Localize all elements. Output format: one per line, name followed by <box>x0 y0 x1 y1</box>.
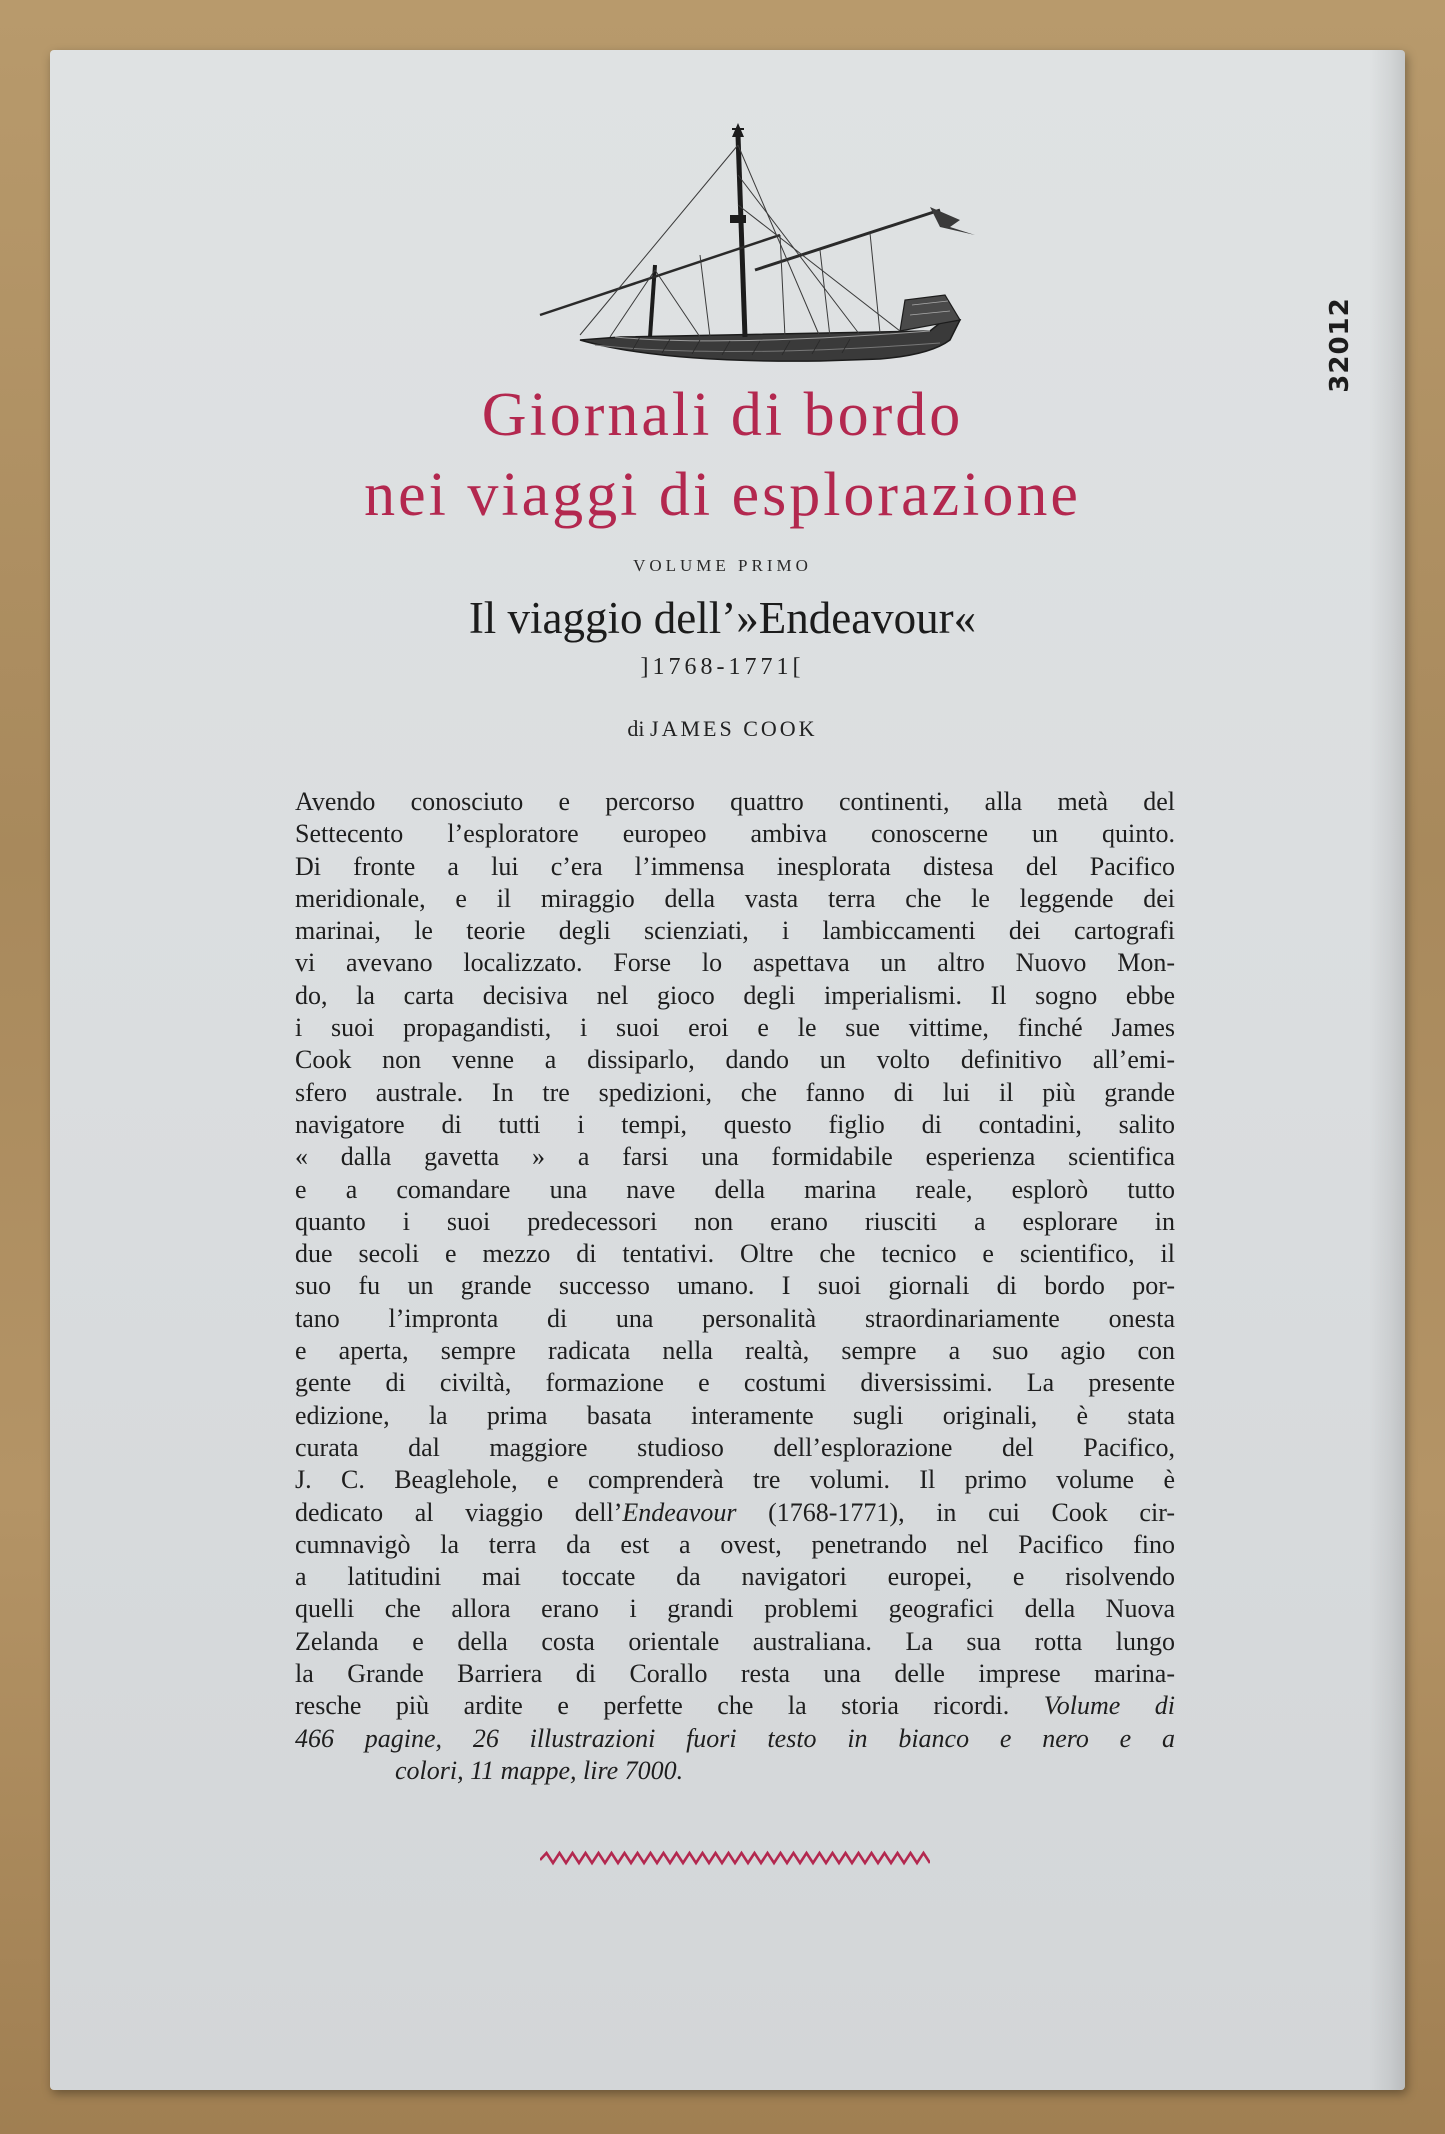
description-line: Avendo conosciuto e percorso quattro continenti, alla metà del <box>295 787 1175 816</box>
wavy-ornament <box>540 1848 930 1868</box>
dates: ]1768-1771[ <box>640 654 805 680</box>
description-line-endeavour: dedicato al viaggio dell’Endeavour (1768-1771), in cui Cook cir- <box>295 1497 1175 1527</box>
author-name: JAMES COOK <box>650 716 818 741</box>
description-line: tano l’impronta di una personalità straordinariamente onesta <box>295 1303 1175 1333</box>
description-line: quelli che allora erano i grandi problemi geografici della Nuova <box>295 1594 1175 1624</box>
description-line-volume: resche più ardite e perfette che la storia ricordi. Volume di <box>295 1691 1176 1721</box>
description-line: gente di civiltà, formazione e costumi diversissimi. La presente <box>295 1368 1175 1398</box>
description-line: quanto i suoi predecessori non erano riusciti a esplorare in <box>295 1206 1175 1236</box>
description-line: a latitudini mai toccate da navigatori europei, e risolvendo <box>295 1562 1175 1592</box>
description-text <box>295 786 1175 1787</box>
description-line: J. C. Beaglehole, e comprenderà tre volumi. Il primo volume è <box>295 1465 1175 1495</box>
description-italic-line: 466 pagine, 26 illustrazioni fuori testo in bianco e nero e a <box>295 1723 1175 1753</box>
description-line: e aperta, sempre radicata nella realtà, sempre a suo agio con <box>295 1336 1175 1366</box>
description-line: edizione, la prima basata interamente sugli originali, è stata <box>295 1400 1175 1430</box>
description-line: marinai, le teorie degli scienziati, i lambiccamenti dei cartografi <box>295 916 1175 946</box>
description-line: due secoli e mezzo di tentativi. Oltre che tecnico e scientifico, il <box>295 1239 1175 1269</box>
description-line: e a comandare una nave della marina reale, esplorò tutto <box>295 1174 1175 1204</box>
description-line: cumnavigò la terra da est a ovest, penetrando nel Pacifico fino <box>295 1529 1175 1559</box>
subtitle: Il viaggio dell’»Endeavour« <box>468 593 977 643</box>
volume-label: VOLUME PRIMO <box>633 556 812 575</box>
description-line: vi avevano localizzato. Forse lo aspettava un altro Nuovo Mon- <box>295 948 1175 978</box>
description-italic-line-last: colori, 11 mappe, lire 7000. <box>395 1755 684 1785</box>
catalog-number: 32012 <box>1325 297 1355 393</box>
author <box>0 716 1445 742</box>
description-line: suo fu un grande successo umano. I suoi giornali di bordo por- <box>295 1271 1175 1301</box>
description-line: Di fronte a lui c’era l’immensa inesplorata distesa del Pacifico <box>295 851 1175 881</box>
description-line: curata dal maggiore studioso dell’esplorazione del Pacifico, <box>295 1432 1175 1462</box>
title-line-1: Giornali di bordo <box>481 381 964 449</box>
author-prefix: di <box>627 716 645 741</box>
description-line: Settecento l’esploratore europeo ambiva conoscerne un quinto. <box>295 819 1175 849</box>
description-line: sfero australe. In tre spedizioni, che fanno di lui il più grande <box>295 1077 1175 1107</box>
ship-illustration <box>520 115 1020 415</box>
description-line: Cook non venne a dissiparlo, dando un volto definitivo all’emi- <box>295 1045 1175 1075</box>
description-line: la Grande Barriera di Corallo resta una delle imprese marina- <box>295 1659 1175 1689</box>
description-line: do, la carta decisiva nel gioco degli imperialismi. Il sogno ebbe <box>295 980 1175 1010</box>
description-line: meridionale, e il miraggio della vasta terra che le leggende dei <box>295 883 1175 913</box>
description-line: i suoi propagandisti, i suoi eroi e le sue vittime, finché James <box>295 1013 1175 1043</box>
description-line: Zelanda e della costa orientale australiana. La sua rotta lungo <box>295 1626 1175 1656</box>
title-line-2: nei viaggi di esplorazione <box>364 461 1081 529</box>
description-line: « dalla gavetta » a farsi una formidabile esperienza scientifica <box>295 1142 1175 1172</box>
description-line: navigatore di tutti i tempi, questo figlio di contadini, salito <box>295 1109 1175 1139</box>
